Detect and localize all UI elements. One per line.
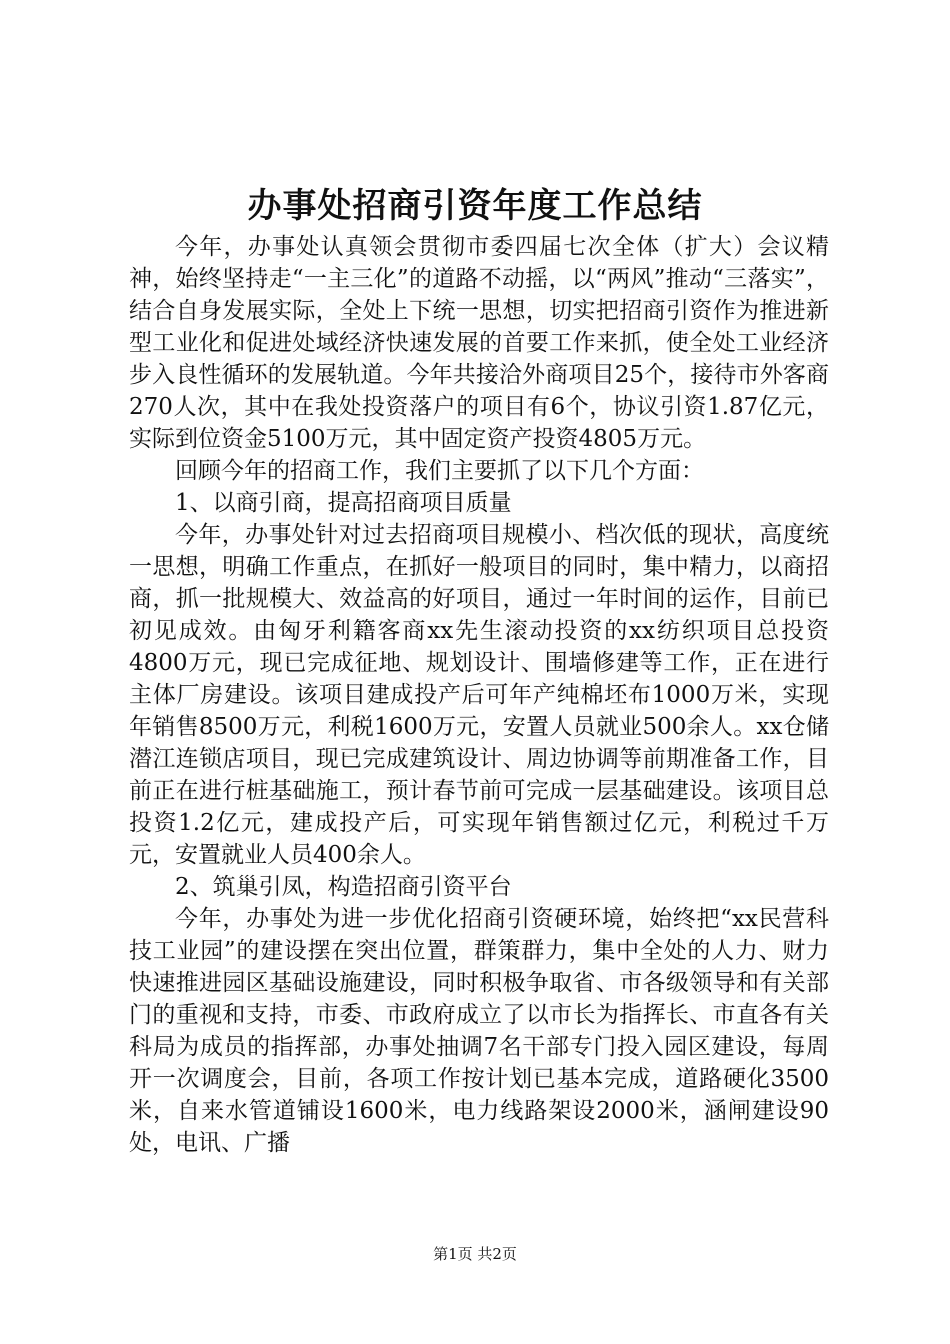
document-title: 办事处招商引资年度工作总结	[247, 186, 703, 226]
section-2-paragraph: 今年，办事处为进一步优化招商引资硬环境，始终把“xx民营科技工业园”的建设摆在突出位置，群策群力，集中全处的人力、财力快速推进园区基础设施建设，同时积极争取省、市各级领导和有关部门的重视和支持，市委、市政府成立了以市长为指挥长、市直各有关科局为成员的指挥部，办事处抽调7名干部专门投入园区建设，每周开一次调度会，目前，各项工作按计划已基本完成，道路硬化3500米，自来水管道铺设1600米，电力线路架设2000米，涵闸建设90处，电讯、广播	[129, 906, 829, 1156]
review-paragraph: 回顾今年的招商工作，我们主要抓了以下几个方面：	[175, 458, 704, 484]
intro-paragraph: 今年，办事处认真领会贯彻市委四届七次全体（扩大）会议精神，始终坚持走“一主三化”的道路不动摇，以“两风”推动“三落实”，结合自身发展实际，全处上下统一思想，切实把招商引资作为推进新型工业化和促进处域经济快速发展的首要工作来抓，使全处工业经济步入良性循环的发展轨道。今年共接洽外商项目25个，接待市外客商270人次，其中在我处投资落户的项目有6个，协议引资1.87亿元，实际到位资金5100万元，其中固定资产投资4805万元。	[129, 234, 829, 452]
document-body	[129, 231, 829, 1159]
page-number-footer: 第1页 共2页	[433, 1245, 517, 1263]
section-heading-2: 2、筑巢引凤，构造招商引资平台	[175, 874, 512, 900]
section-1-paragraph: 今年，办事处针对过去招商项目规模小、档次低的现状，高度统一思想，明确工作重点，在抓好一般项目的同时，集中精力，以商招商，抓一批规模大、效益高的好项目，通过一年时间的运作，目前已初见成效。由匈牙利籍客商xx先生滚动投资的xx纺织项目总投资4800万元，现已完成征地、规划设计、围墙修建等工作，正在进行主体厂房建设。该项目建成投产后可年产纯棉坯布1000万米，实现年销售8500万元，利税1600万元，安置人员就业500余人。xx仓储潜江连锁店项目，现已完成建筑设计、周边协调等前期准备工作，目前正在进行桩基础施工，预计春节前可完成一层基础建设。该项目总投资1.2亿元，建成投产后，可实现年销售额过亿元，利税过千万元，安置就业人员400余人。	[129, 522, 829, 868]
section-heading-1: 1、以商引商，提高招商项目质量	[175, 490, 512, 516]
